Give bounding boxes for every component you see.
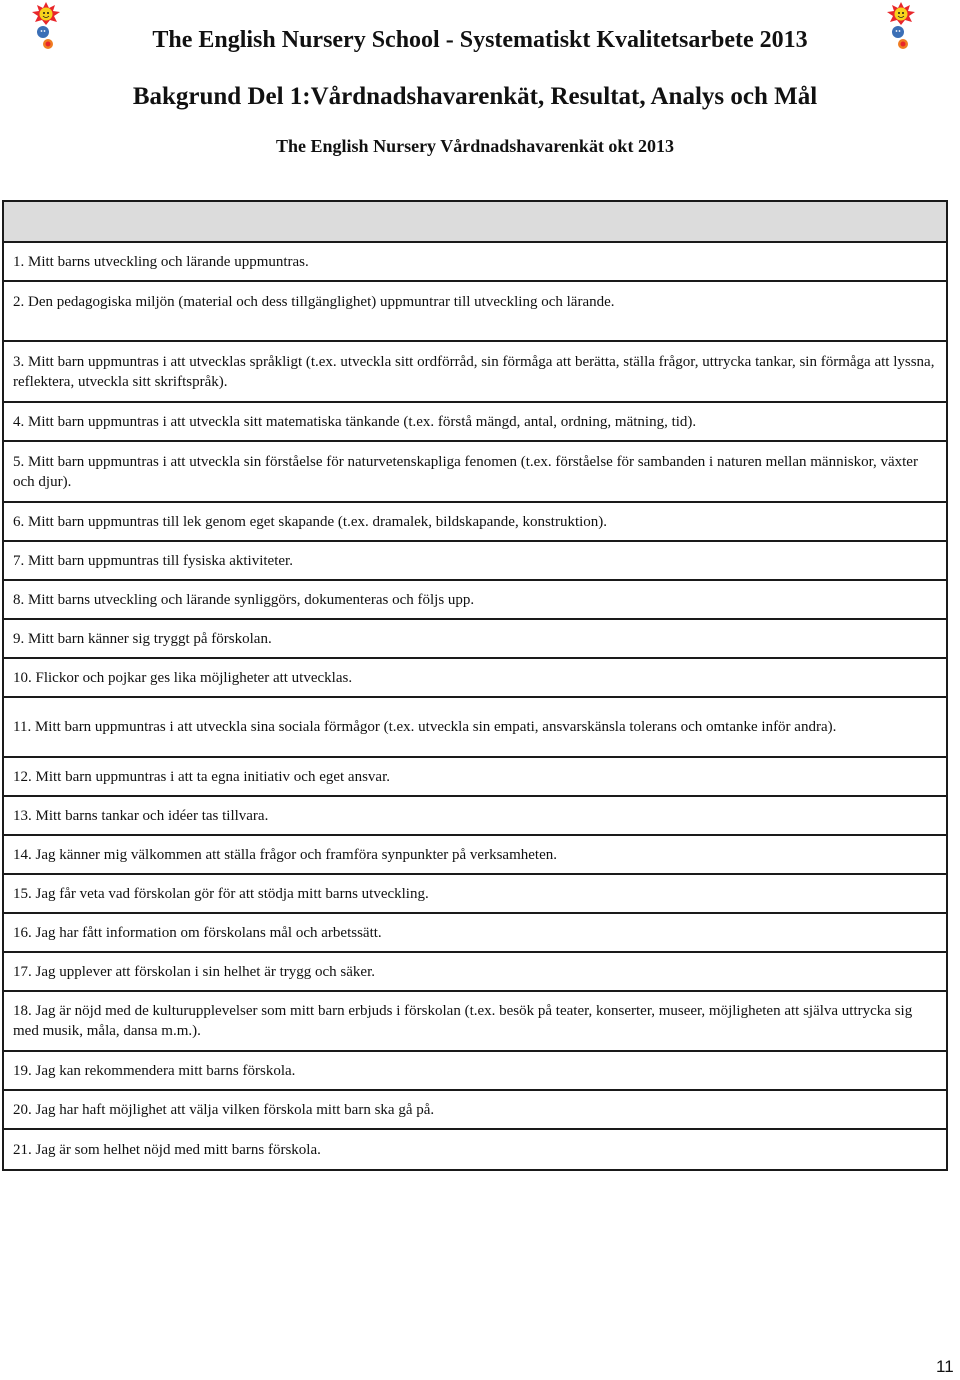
question-text: 3. Mitt barn uppmuntras i att utvecklas språkligt (t.ex. utveckla sitt ordförråd, sin förmåga att berätta, ställa frågor, uttrycka tankar, sin förmåga att lyssna, reflektera, utveckla sitt skriftspråk). [13, 353, 935, 390]
document-title: The English Nursery School - Systematiskt Kvalitetsarbete 2013 [152, 27, 808, 53]
table-row [4, 1052, 946, 1091]
table-row [4, 698, 946, 758]
table-row [4, 1130, 946, 1169]
question-text: 5. Mitt barn uppmuntras i att utveckla sin förståelse för naturvetenskapliga fenomen (t.ex. förståelse för sambanden i naturen mellan människor, växter och djur). [13, 453, 918, 490]
question-text: 19. Jag kan rekommendera mitt barns förskola. [13, 1062, 296, 1079]
table-row [4, 758, 946, 797]
question-text: 14. Jag känner mig välkommen att ställa frågor och framföra synpunkter på verksamheten. [13, 846, 557, 863]
question-text: 16. Jag har fått information om förskolans mål och arbetssätt. [13, 924, 382, 941]
table-row [4, 914, 946, 953]
questions-table [2, 200, 948, 1171]
table-row [4, 659, 946, 698]
question-text: 9. Mitt barn känner sig tryggt på förskolan. [13, 630, 272, 647]
table-row [4, 243, 946, 282]
question-text: 17. Jag upplever att förskolan i sin helhet är trygg och säker. [13, 963, 375, 980]
table-row [4, 836, 946, 875]
question-text: 10. Flickor och pojkar ges lika möjligheter att utvecklas. [13, 669, 353, 686]
question-text: 21. Jag är som helhet nöjd med mitt barns förskola. [13, 1141, 321, 1158]
survey-title: The English Nursery Vårdnadshavarenkät okt 2013 [276, 136, 674, 156]
table-row [4, 953, 946, 992]
table-row [4, 542, 946, 581]
table-row [4, 1091, 946, 1130]
page-number: 11 [936, 1357, 954, 1376]
question-text: 2. Den pedagogiska miljön (material och dess tillgänglighet) uppmuntrar till utveckling och lärande. [13, 294, 615, 310]
table-header-row [4, 202, 946, 243]
question-text: 4. Mitt barn uppmuntras i att utveckla sitt matematiska tänkande (t.ex. förstå mängd, antal, ordning, mätning, tid). [13, 413, 697, 430]
table-row [4, 875, 946, 914]
table-row [4, 442, 946, 503]
table-row [4, 282, 946, 342]
question-text: 13. Mitt barns tankar och idéer tas tillvara. [13, 807, 269, 824]
question-text: 15. Jag får veta vad förskolan gör för att stödja mitt barns utveckling. [13, 885, 429, 902]
question-text: 11. Mitt barn uppmuntras i att utveckla sina sociala förmågor (t.ex. utveckla sin empati, ansvarskänsla tolerans och omtanke inför andra). [13, 719, 837, 735]
table-row [4, 620, 946, 659]
question-text: 8. Mitt barns utveckling och lärande synliggörs, dokumenteras och följs upp. [13, 591, 475, 608]
question-text: 20. Jag har haft möjlighet att välja vilken förskola mitt barn ska gå på. [13, 1101, 435, 1118]
table-row [4, 503, 946, 542]
table-row [4, 403, 946, 442]
question-text: 18. Jag är nöjd med de kulturupplevelser som mitt barn erbjuds i förskolan (t.ex. besök på teater, konserter, museer, möjligheten att själva uttrycka sig med musik, måla, dansa m.m.). [13, 1003, 913, 1039]
table-row [4, 992, 946, 1052]
table-row [4, 581, 946, 620]
question-text: 6. Mitt barn uppmuntras till lek genom eget skapande (t.ex. dramalek, bildskapande, konstruktion). [13, 513, 608, 530]
question-text: 1. Mitt barns utveckling och lärande uppmuntras. [13, 253, 309, 270]
section-title: Bakgrund Del 1:Vårdnadshavarenkät, Resultat, Analys och Mål [132, 83, 818, 110]
question-text: 7. Mitt barn uppmuntras till fysiska aktiviteter. [13, 552, 293, 569]
table-row [4, 797, 946, 836]
question-text: 12. Mitt barn uppmuntras i att ta egna initiativ och eget ansvar. [13, 768, 390, 785]
table-row [4, 342, 946, 403]
